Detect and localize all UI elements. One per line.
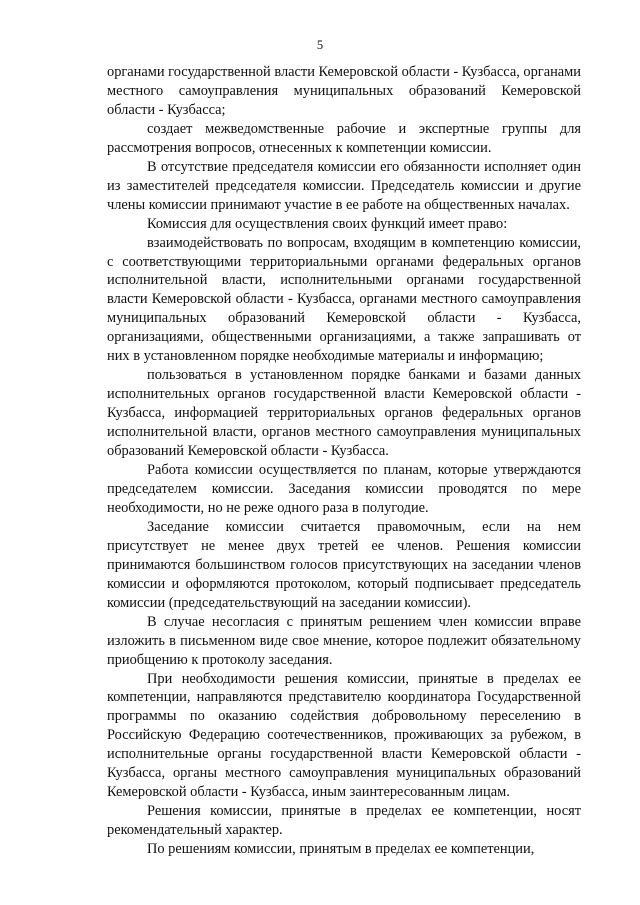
paragraph: Работа комиссии осуществляется по планам, которые утверждаются председателем комиссии. Заседания комиссии проводятся по мере необходимости, но не реже одного раза в полугодие. xyxy=(107,462,581,516)
paragraph: органами государственной власти Кемеровской области - Кузбасса, органами местного самоуправления муниципальных образований Кемеровской области - Кузбасса; xyxy=(107,64,581,118)
paragraph: В случае несогласия с принятым решением член комиссии вправе изложить в письменном виде свое мнение, которое подлежит обязательному приобщению к протоколу заседания. xyxy=(107,613,581,668)
page-number: 5 xyxy=(316,38,324,52)
paragraph: пользоваться в установленном порядке банками и базами данных исполнительных органов государственной власти Кемеровской области - Кузбасса, информацией территориальных органов федеральных органов исполнительной власти, органов местного самоуправления муниципальных образований Кемеровской области - Кузбасса. xyxy=(107,367,581,460)
paragraph: В отсутствие председателя комиссии его обязанности исполняет один из заместителей председателя комиссии. Председатель комиссии и другие члены комиссии принимают участие в ее работе на общественных началах. xyxy=(107,158,581,213)
paragraph: При необходимости решения комиссии, принятые в пределах ее компетенции, направляются представителю координатора Государственной программы по оказанию содействия добровольному переселению в Российскую Федерацию соотечественников, проживающих за рубежом, в исполнительные органы государственной власти Кемеровской области - Кузбасса, органы местного самоуправления муниципальных образований Кемеровской области - Кузбасса, иным заинтересованным лицам. xyxy=(107,670,581,801)
paragraph: Решения комиссии, принятые в пределах ее компетенции, носят рекомендательный характер. xyxy=(107,803,581,839)
paragraph: создает межведомственные рабочие и экспертные группы для рассмотрения вопросов, отнесенных к компетенции комиссии. xyxy=(107,120,581,156)
paragraph: Заседание комиссии считается правомочным, если на нем присутствует не менее двух третей ее членов. Решения комиссии принимаются большинством голосов присутствующих на заседании членов комиссии и оформляются протоколом, который подписывает председатель комиссии (председательствующий на заседании комиссии). xyxy=(107,518,581,611)
paragraph: По решениям комиссии, принятым в пределах ее компетенции, xyxy=(147,841,535,858)
paragraph: Комиссия для осуществления своих функций имеет право: xyxy=(147,215,508,232)
paragraph: взаимодействовать по вопросам, входящим в компетенцию комиссии, с соответствующими территориальными органами федеральных органов исполнительной власти, исполнительными органами государственной власти Кемеровской области - Кузбасса, органами местного самоуправления муниципальных образований Кемеровской области - Кузбасса, организациями, общественными организациями, а также запрашивать от них в установленном порядке необходимые материалы и информацию; xyxy=(107,234,581,365)
body-text xyxy=(107,63,581,859)
